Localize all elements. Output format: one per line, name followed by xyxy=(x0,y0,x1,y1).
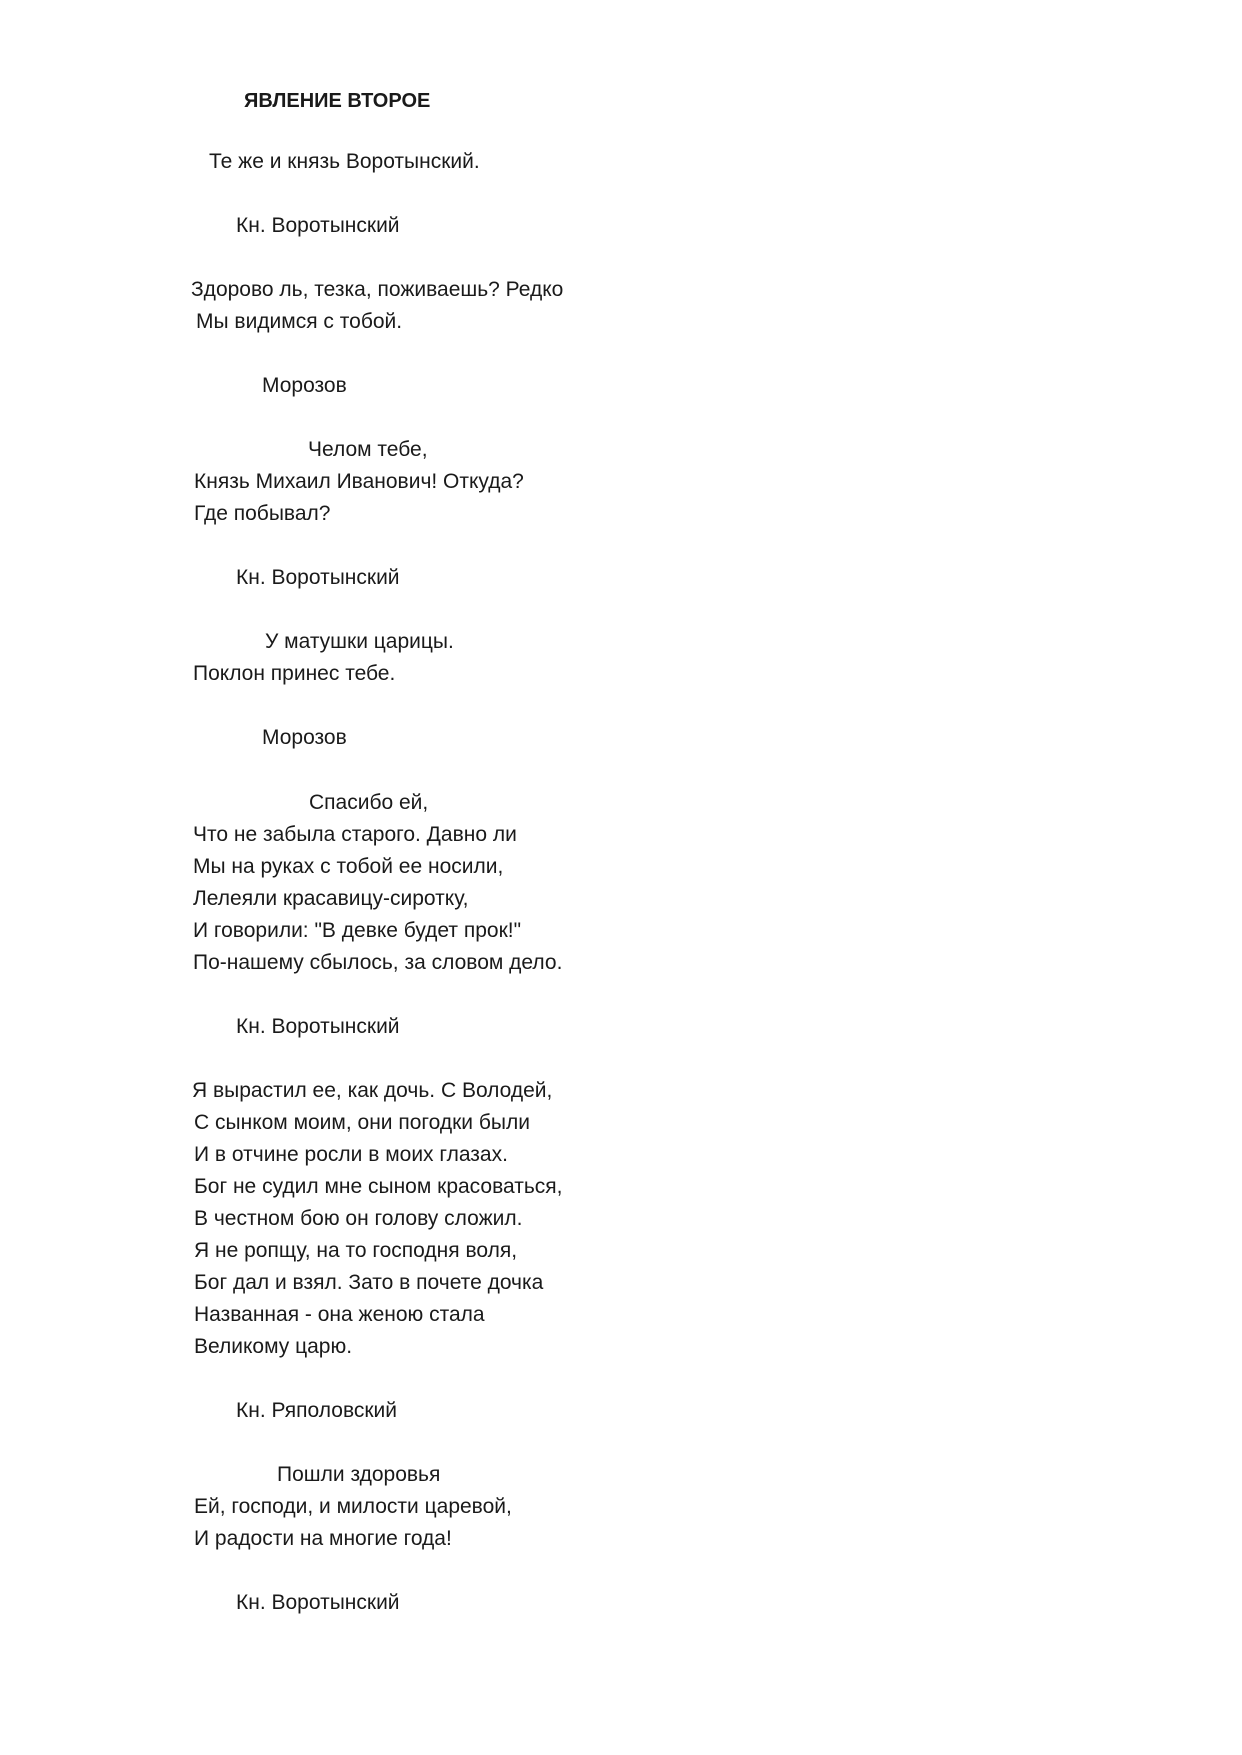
verse-line: Князь Михаил Иванович! Откуда? xyxy=(194,470,524,493)
verse-line: По-нашему сбылось, за словом дело. xyxy=(193,951,563,974)
speaker-name: Кн. Ряполовский xyxy=(236,1399,398,1422)
verse-line: У матушки царицы. xyxy=(265,630,454,653)
verse-line: Пошли здоровья xyxy=(277,1463,441,1486)
speaker-name: Кн. Воротынский xyxy=(236,214,400,237)
verse-line: И в отчине росли в моих глазах. xyxy=(194,1143,508,1166)
speaker-name: Кн. Воротынский xyxy=(236,1015,400,1038)
verse-line: Спасибо ей, xyxy=(309,791,429,814)
speaker-name: Морозов xyxy=(262,726,347,749)
verse-line: С сынком моим, они погодки были xyxy=(194,1111,530,1134)
verse-line: Мы видимся с тобой. xyxy=(196,310,403,333)
scene-title: ЯВЛЕНИЕ ВТОРОЕ xyxy=(244,90,431,112)
speaker-name: Морозов xyxy=(262,374,347,397)
verse-line: Ей, господи, и милости царевой, xyxy=(194,1495,512,1518)
verse-line: Мы на руках с тобой ее носили, xyxy=(193,855,504,878)
verse-line: Великому царю. xyxy=(194,1335,353,1358)
verse-line: Где побывал? xyxy=(194,502,331,525)
verse-line: Названная - она женою стала xyxy=(194,1303,485,1326)
speaker-name: Кн. Воротынский xyxy=(236,566,400,589)
verse-line: Поклон принес тебе. xyxy=(193,662,396,685)
verse-line: Здорово ль, тезка, поживаешь? Редко xyxy=(191,278,564,301)
verse-line: Я вырастил ее, как дочь. С Володей, xyxy=(192,1079,553,1102)
verse-line: Бог дал и взял. Зато в почете дочка xyxy=(194,1271,544,1294)
verse-line: Лелеяли красавицу-сиротку, xyxy=(193,887,469,910)
verse-line: В честном бою он голову сложил. xyxy=(194,1207,523,1230)
verse-line: Бог не судил мне сыном красоваться, xyxy=(194,1175,563,1198)
verse-line: И радости на многие года! xyxy=(194,1527,452,1550)
verse-line: И говорили: "В девке будет прок!" xyxy=(193,919,522,942)
speaker-name: Кн. Воротынский xyxy=(236,1591,400,1614)
stage-direction: Те же и князь Воротынский. xyxy=(209,150,480,173)
verse-line: Челом тебе, xyxy=(308,438,428,461)
verse-line: Что не забыла старого. Давно ли xyxy=(193,823,517,846)
verse-line: Я не ропщу, на то господня воля, xyxy=(194,1239,518,1262)
